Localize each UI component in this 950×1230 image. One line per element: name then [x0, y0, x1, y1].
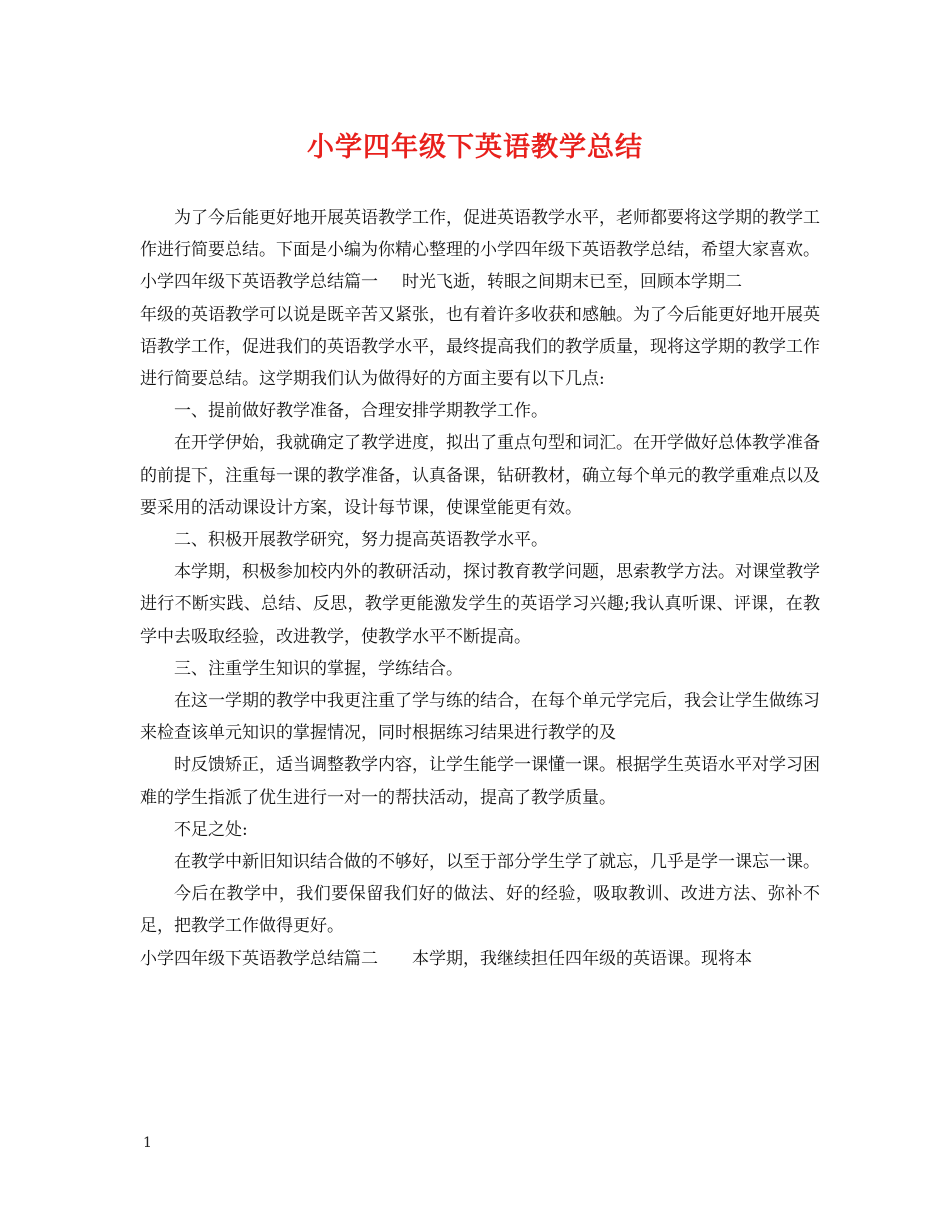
page-number: 1 — [143, 1135, 152, 1151]
section-two-heading: 小学四年级下英语教学总结篇二 — [140, 948, 378, 969]
shortcomings-paragraph: 在教学中新旧知识结合做的不够好，以至于部分学生学了就忘，几乎是学一课忘一课。 — [174, 852, 820, 873]
section-two-opening: 本学期，我继续担任四年级的英语课。现将本 — [412, 948, 752, 969]
section-one-first-line — [140, 266, 820, 298]
point-one-heading: 一、提前做好教学准备，合理安排学期教学工作。 — [174, 401, 548, 422]
point-two-heading: 二、积极开展教学研究，努力提高英语教学水平。 — [174, 530, 548, 551]
point-three-heading: 三、注重学生知识的掌握，学练结合。 — [174, 658, 463, 679]
point-two-paragraph: 本学期，积极参加校内外的教研活动，探讨教育教学问题，思索教学方法。对课堂教学进行不断实践、总结、反思，教学更能激发学生的英语学习兴趣;我认真听课、评课，在教学中去吸取经验，改进教学，使教学水平不断提高。 — [140, 562, 820, 647]
shortcomings-heading: 不足之处: — [174, 819, 248, 840]
document-title: 小学四年级下英语教学总结 — [307, 132, 643, 163]
section-two-first-line — [140, 943, 820, 975]
intro-paragraph: 为了今后能更好地开展英语教学工作，促进英语教学水平，老师都要将这学期的教学工作进行简要总结。下面是小编为你精心整理的小学四年级下英语教学总结，希望大家喜欢。 — [140, 208, 820, 261]
section-one-continuation: 年级的英语教学可以说是既辛苦又紧张，也有着许多收获和感触。为了今后能更好地开展英语教学工作，促进我们的英语教学水平，最终提高我们的教学质量，现将这学期的教学工作进行简要总结。这学期我们认为做得好的方面主要有以下几点: — [140, 304, 820, 390]
point-one-paragraph: 在开学伊始，我就确定了教学进度，拟出了重点句型和词汇。在开学做好总体教学准备的前提下，注重每一课的教学准备，认真备课，钻研教材，确立每个单元的教学重难点以及要采用的活动课设计方案，设计每节课，使课堂能更有效。 — [140, 433, 820, 518]
point-three-paragraph: 在这一学期的教学中我更注重了学与练的结合，在每个单元学完后，我会让学生做练习来检查该单元知识的掌握情况，同时根据练习结果进行教学的及 — [140, 691, 820, 744]
future-plan-paragraph: 今后在教学中，我们要保留我们好的做法、好的经验，吸取教训、改进方法、弥补不足，把教学工作做得更好。 — [140, 884, 820, 937]
point-three-continuation: 时反馈矫正，适当调整教学内容，让学生能学一课懂一课。根据学生英语水平对学习困难的学生指派了优生进行一对一的帮扶活动，提高了教学质量。 — [140, 755, 820, 808]
section-one-opening: 时光飞逝，转眼之间期末已至，回顾本学期二 — [402, 272, 742, 293]
document-body — [140, 202, 820, 975]
section-one-heading: 小学四年级下英语教学总结篇一 — [140, 272, 378, 293]
